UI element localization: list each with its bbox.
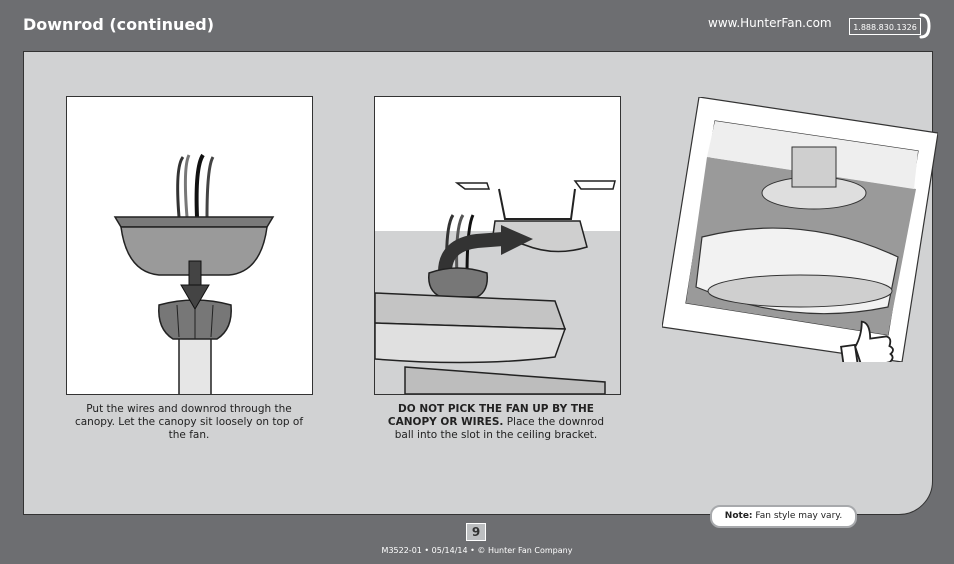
phone-handset-icon (918, 13, 932, 39)
note-text: Fan style may vary. (752, 511, 843, 521)
page-number: 9 (466, 523, 486, 541)
step1-illustration (66, 96, 313, 395)
step1-caption: Put the wires and downrod through the canopy. Let the canopy sit loosely on top of the fan. (74, 403, 304, 441)
fan-photo-polaroid (662, 97, 938, 362)
note-label: Note: (724, 511, 753, 521)
note-box (710, 505, 857, 528)
footer-doc-info: M3522-01 • 05/14/14 • © Hunter Fan Company (381, 546, 573, 555)
step2-warning: DO NOT PICK THE FAN UP BY THE CANOPY OR WIRES. (387, 403, 594, 428)
step2-illustration (374, 96, 621, 395)
phone-number-box: 1.888.830.1326 (849, 18, 921, 35)
page-title: Downrod (continued) (23, 15, 215, 34)
step2-caption: DO NOT PICK THE FAN UP BY THE CANOPY OR WIRES. Place the downrod ball into the slot in the ceiling bracket. (387, 403, 605, 441)
website-link[interactable]: www.HunterFan.com (708, 16, 832, 30)
